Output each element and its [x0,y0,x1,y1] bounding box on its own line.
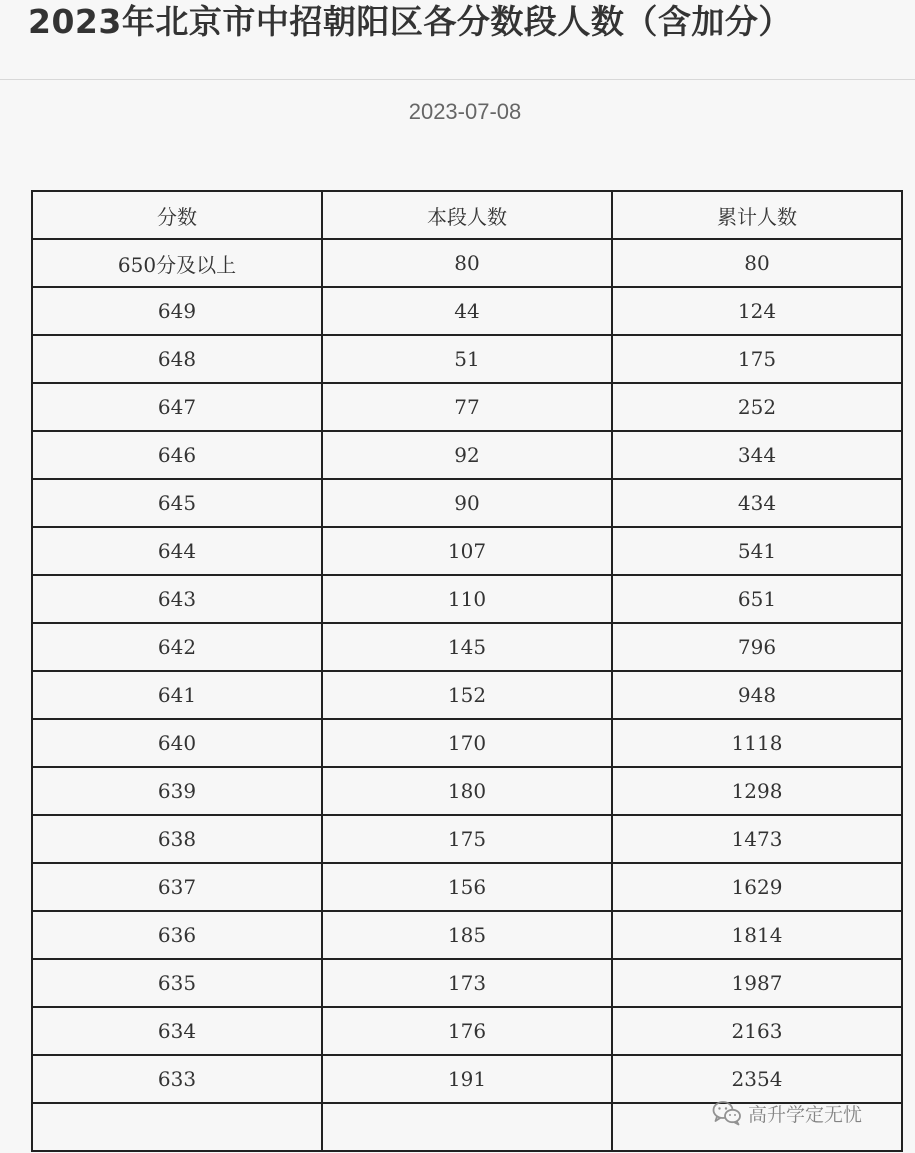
cumulative-count-cell: 1814 [612,911,902,959]
segment-count-cell: 156 [322,863,612,911]
cumulative-count-cell: 1473 [612,815,902,863]
cumulative-count-cell: 1298 [612,767,902,815]
table-row [32,1007,902,1055]
title-divider [0,79,915,80]
score-cell: 639 [32,767,322,815]
segment-count-cell: 44 [322,287,612,335]
score-cell: 649 [32,287,322,335]
segment-count-cell: 176 [322,1007,612,1055]
table-row [32,671,902,719]
wechat-icon [712,1100,742,1126]
segment-count-cell: 51 [322,335,612,383]
table-row [32,767,902,815]
segment-count-cell: 107 [322,527,612,575]
segment-count-cell: 77 [322,383,612,431]
cumulative-count-cell: 80 [612,239,902,287]
watermark-text: 高升学定无忧 [748,1103,863,1126]
table-row [32,911,902,959]
cumulative-count-cell: 2354 [612,1055,902,1103]
score-cell [32,1103,322,1151]
table-row [32,383,902,431]
cumulative-count-cell: 252 [612,383,902,431]
score-cell: 638 [32,815,322,863]
table-row [32,815,902,863]
segment-count-cell: 185 [322,911,612,959]
score-cell: 643 [32,575,322,623]
segment-count-cell: 175 [322,815,612,863]
segment-count-cell: 152 [322,671,612,719]
score-table [31,190,903,1152]
header-segment-count: 本段人数 [322,191,612,239]
table-row [32,575,902,623]
score-cell: 637 [32,863,322,911]
table-row [32,239,902,287]
score-cell: 644 [32,527,322,575]
table-row [32,479,902,527]
table-header-row [32,191,902,239]
score-cell: 645 [32,479,322,527]
page-title: 2023年北京市中招朝阳区各分数段人数（含加分） [28,2,792,41]
segment-count-cell: 170 [322,719,612,767]
table-row [32,719,902,767]
table-row [32,287,902,335]
score-cell: 642 [32,623,322,671]
segment-count-cell: 145 [322,623,612,671]
wechat-watermark [712,1097,862,1129]
header-score: 分数 [32,191,322,239]
segment-count-cell: 110 [322,575,612,623]
score-cell: 647 [32,383,322,431]
segment-count-cell: 191 [322,1055,612,1103]
table-row [32,1055,902,1103]
cumulative-count-cell: 344 [612,431,902,479]
cumulative-count-cell: 541 [612,527,902,575]
score-cell: 650分及以上 [32,239,322,287]
cumulative-count-cell: 175 [612,335,902,383]
score-cell: 646 [32,431,322,479]
score-cell: 634 [32,1007,322,1055]
table-row [32,863,902,911]
score-cell: 636 [32,911,322,959]
cumulative-count-cell: 124 [612,287,902,335]
table-row [32,431,902,479]
score-cell: 635 [32,959,322,1007]
segment-count-cell: 80 [322,239,612,287]
table-row [32,335,902,383]
cumulative-count-cell: 1118 [612,719,902,767]
segment-count-cell: 90 [322,479,612,527]
table-row [32,959,902,1007]
score-cell: 648 [32,335,322,383]
segment-count-cell: 92 [322,431,612,479]
cumulative-count-cell: 1629 [612,863,902,911]
segment-count-cell: 180 [322,767,612,815]
header-cumulative-count: 累计人数 [612,191,902,239]
publish-date: 2023-07-08 [408,99,522,124]
score-cell: 641 [32,671,322,719]
table-body [32,239,902,1151]
segment-count-cell [322,1103,612,1151]
segment-count-cell: 173 [322,959,612,1007]
score-cell: 640 [32,719,322,767]
cumulative-count-cell: 948 [612,671,902,719]
score-cell: 633 [32,1055,322,1103]
table-row [32,623,902,671]
cumulative-count-cell: 1987 [612,959,902,1007]
cumulative-count-cell: 796 [612,623,902,671]
cumulative-count-cell: 434 [612,479,902,527]
table-row [32,527,902,575]
cumulative-count-cell: 651 [612,575,902,623]
cumulative-count-cell: 2163 [612,1007,902,1055]
